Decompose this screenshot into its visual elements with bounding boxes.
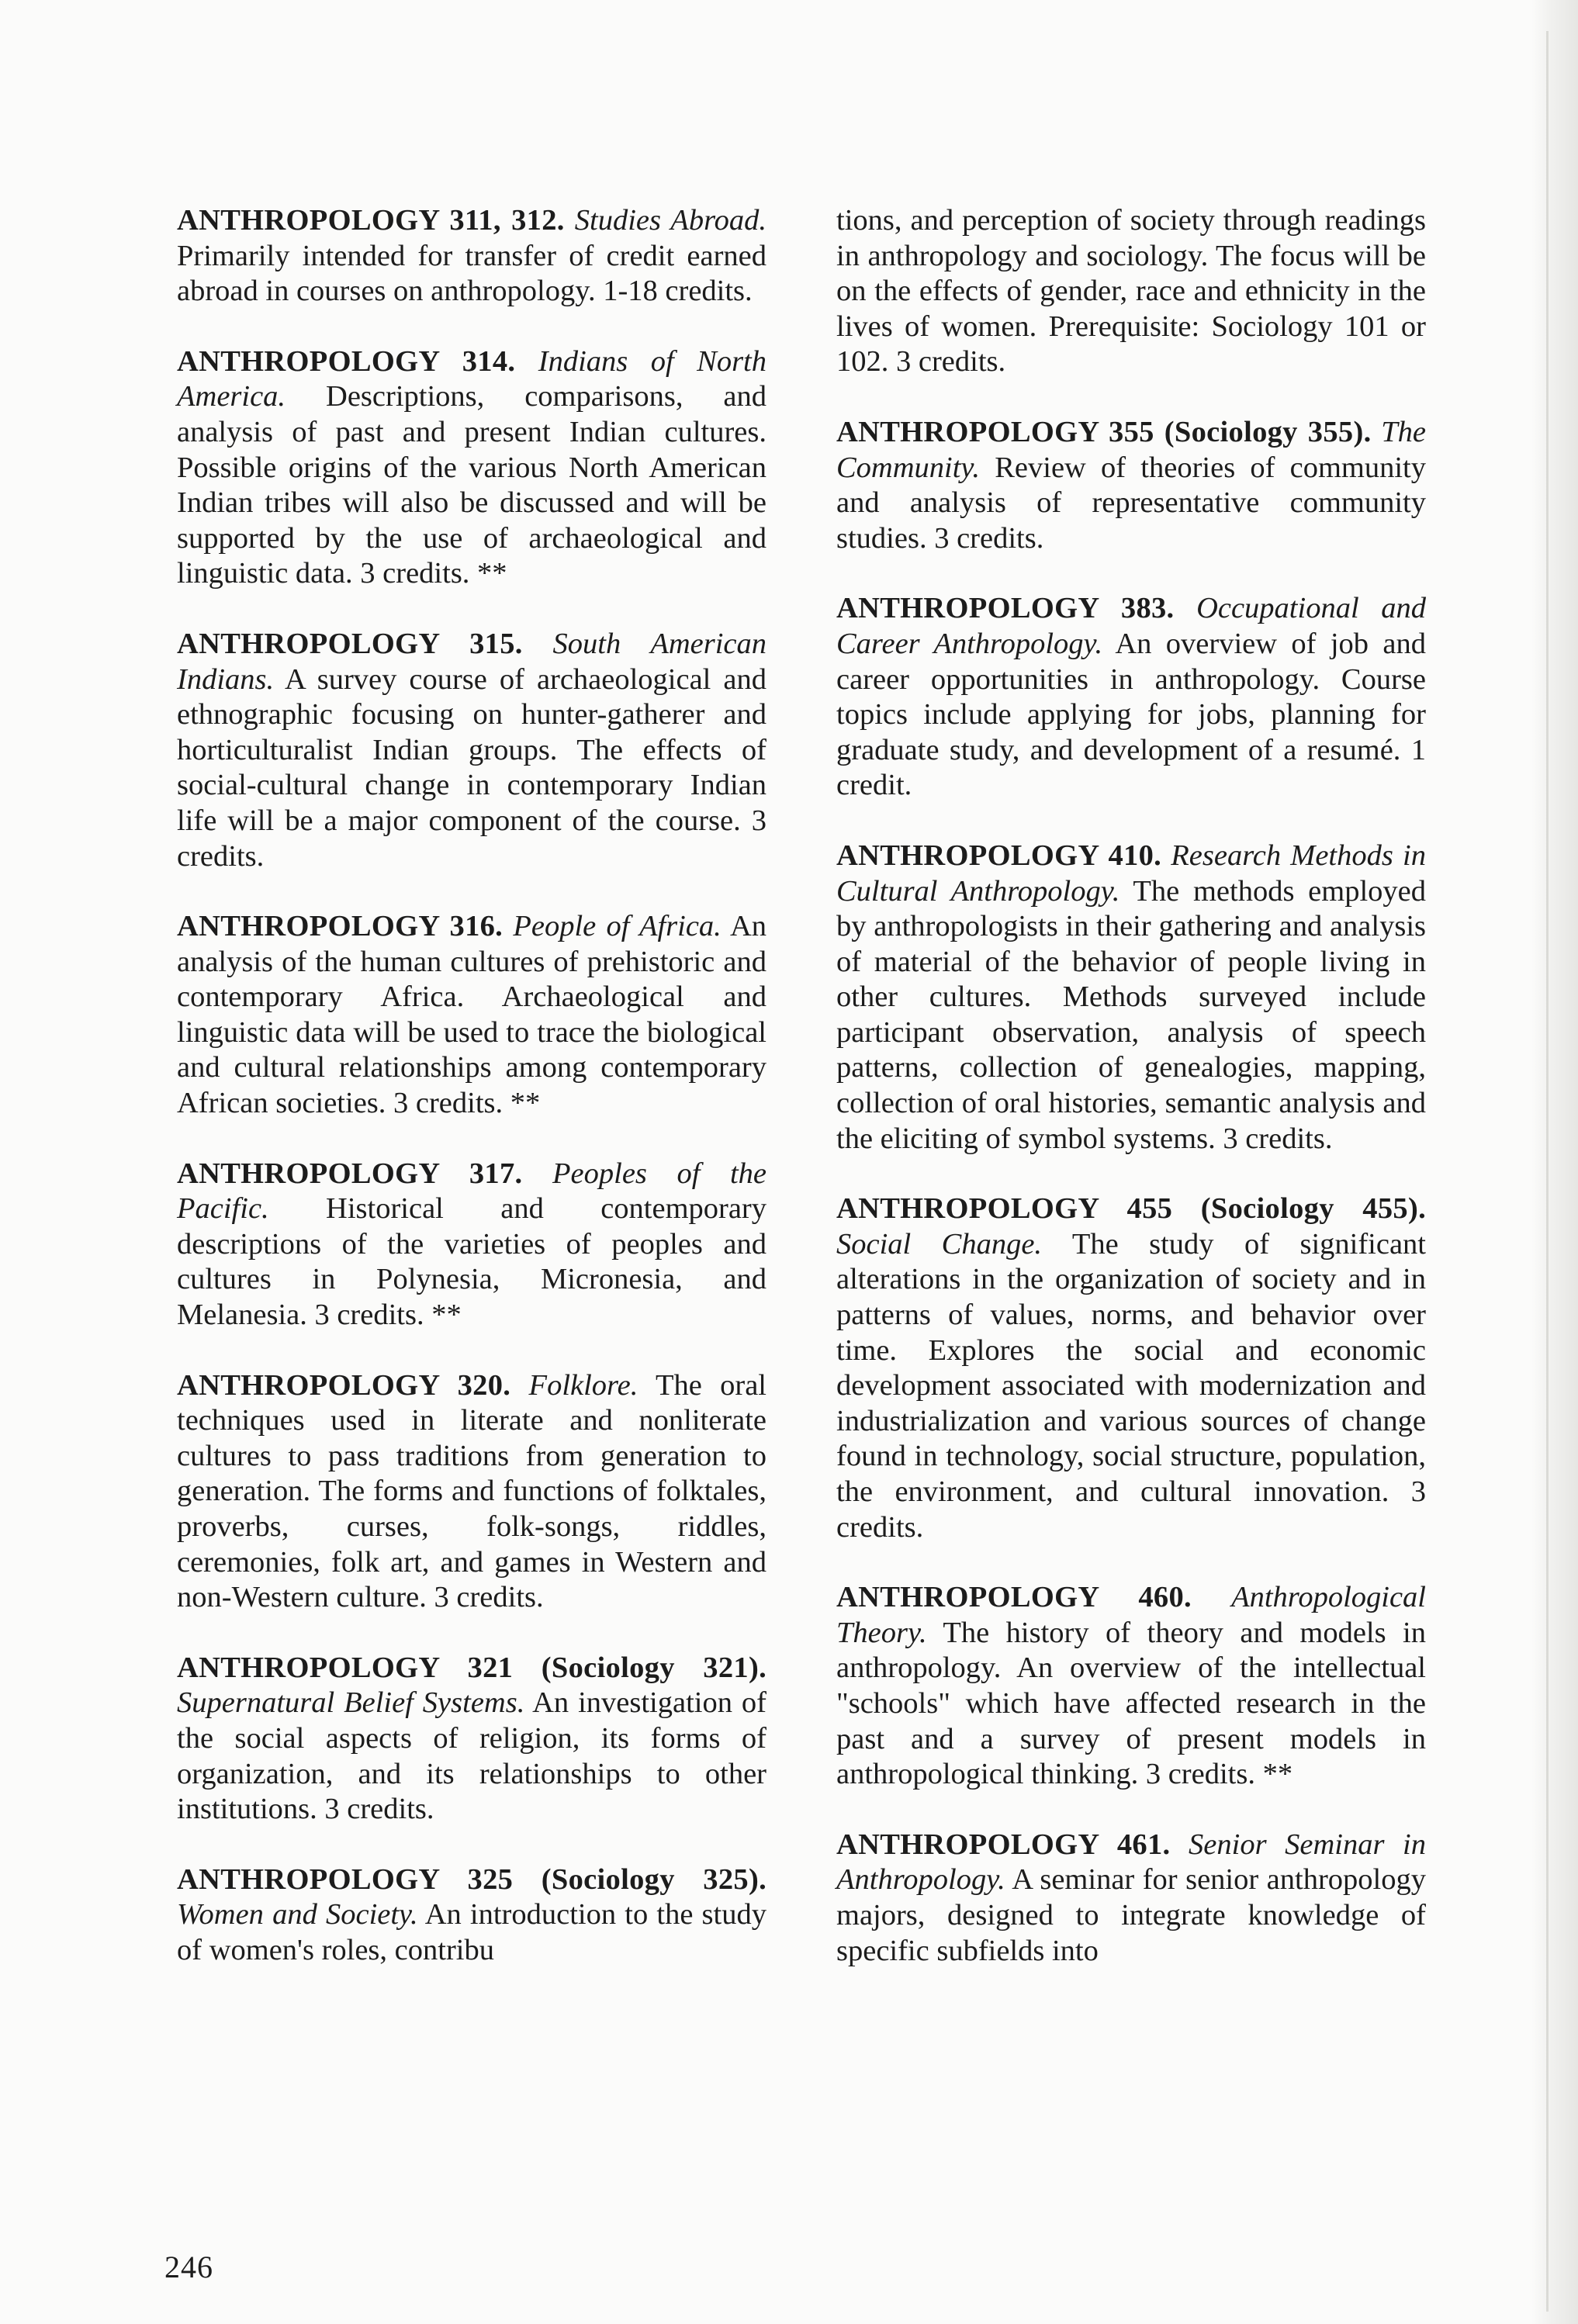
course-title: Folklore. (528, 1368, 638, 1402)
course-heading: ANTHROPOLOGY 321 (Sociology 321). (177, 1651, 767, 1684)
course-title: Supernatural Belief Systems. (177, 1686, 525, 1720)
course-heading: ANTHROPOLOGY 314. (177, 344, 516, 378)
course-title: Studies Abroad. (574, 204, 767, 237)
course-title: Social Change. (836, 1227, 1043, 1261)
page-edge-line (1546, 31, 1549, 2312)
course-title: People of Africa. (513, 910, 722, 943)
course-description: Descriptions, comparisons, and analysis of past and present Indian cultures. Possible origins of the various North American Indian tribes will also be discussed and will be supported by the use of archaeological and linguistic data. 3 credits. ** (177, 380, 767, 590)
course-entry-anth-460 (836, 1580, 1426, 1793)
course-description: An analysis of the human cultures of prehistoric and contemporary Africa. Archaeological and linguistic data will be used to trace the biological and cultural relationships among contemporary African societies. 3 credits. ** (177, 910, 767, 1120)
course-entry-anth-410 (836, 839, 1426, 1157)
course-description: The history of theory and models in anthropology. An overview of the intellectual "schools" which have affected research in the past and a survey of present models in anthropological thinking. 3 credits. ** (836, 1616, 1426, 1791)
course-title: Indians of North America. (177, 344, 767, 413)
course-entry-anth-455 (836, 1191, 1426, 1545)
course-description: Historical and contemporary descriptions of the varieties of peoples and cultures in Polynesia, Micronesia, and Melanesia. 3 credits. ** (177, 1192, 767, 1332)
course-description: The oral techniques used in literate and nonliterate cultures to pass traditions from generation to generation. The forms and functions of folktales, proverbs, curses, folk-songs, riddles, ceremonies, folk art, and games in Western and non-Western culture. 3 credits. (177, 1368, 767, 1614)
course-description: A seminar for senior anthropology majors, designed to integrate knowledge of specific subfields into (836, 1863, 1426, 1967)
course-entry-anth-311-312 (177, 203, 767, 310)
course-description: An investigation of the social aspects of religion, its forms of organization, and its relationships to other institutions. 3 credits. (177, 1686, 767, 1826)
course-heading: ANTHROPOLOGY 311, 312. (177, 204, 565, 237)
course-description: An introduction to the study of women's roles, contribu (177, 1898, 767, 1966)
course-heading: ANTHROPOLOGY 461. (836, 1828, 1171, 1861)
course-entry-anth-325-continued (836, 203, 1426, 380)
course-heading: ANTHROPOLOGY 315. (177, 627, 523, 660)
course-title: The Community. (836, 415, 1427, 484)
course-description: Review of theories of community and analysis of representative community studies. 3 credits. (836, 451, 1427, 555)
course-heading: ANTHROPOLOGY 325 (Sociology 325). (177, 1862, 767, 1896)
course-entry-anth-383 (836, 591, 1426, 804)
course-title: South American Indians. (177, 627, 767, 696)
course-title: Research Methods in Cultural Anthropology. (836, 839, 1427, 908)
course-entry-anth-461 (836, 1828, 1426, 1969)
course-description: An overview of job and career opportunities in anthropology. Course topics include applying for jobs, planning for graduate study, and development of a resumé. 1 credit. (836, 627, 1426, 802)
left-column (177, 203, 767, 2004)
course-description: The methods employed by anthropologists in their gathering and analysis of material of the behavior of people living in other cultures. Methods surveyed include participant observation, analysis of speech patterns, collection of genealogies, mapping, collection of oral histories, semantic analysis and the eliciting of symbol systems. 3 credits. (836, 874, 1426, 1155)
course-description: tions, and perception of society through readings in anthropology and sociology. The focus will be on the effects of gender, race and ethnicity in the lives of women. Prerequisite: Sociology 101 or 102. 3 credits. (836, 204, 1426, 379)
course-title: Anthropological Theory. (836, 1581, 1427, 1649)
course-entry-anth-320 (177, 1368, 767, 1616)
course-entry-anth-314 (177, 344, 767, 592)
course-title: Occupational and Career Anthropology. (836, 592, 1426, 660)
course-title: Senior Seminar in Anthropology. (836, 1828, 1426, 1897)
course-heading: ANTHROPOLOGY 455 (Sociology 455). (836, 1192, 1426, 1226)
course-description: The study of significant alterations in the organization of society and in patterns of values, norms, and behavior over time. Explores the social and economic development associated with modernization and industrialization and various sources of change found in technology, social structure, population, the environment, and cultural innovation. 3 credits. (836, 1227, 1426, 1544)
course-entry-anth-316 (177, 909, 767, 1122)
course-title: Women and Society. (177, 1898, 418, 1931)
course-heading: ANTHROPOLOGY 355 (Sociology 355). (836, 415, 1372, 448)
course-description: Primarily intended for transfer of credit earned abroad in courses on anthropology. 1-18 credits. (177, 239, 767, 308)
course-heading: ANTHROPOLOGY 316. (177, 910, 504, 943)
course-title: Peoples of the Pacific. (177, 1157, 767, 1226)
course-heading: ANTHROPOLOGY 410. (836, 839, 1162, 872)
course-heading: ANTHROPOLOGY 460. (836, 1581, 1192, 1614)
course-entry-anth-315 (177, 627, 767, 874)
course-heading: ANTHROPOLOGY 383. (836, 592, 1175, 625)
right-column (836, 203, 1426, 2004)
course-entry-anth-317 (177, 1157, 767, 1333)
page-number: 246 (164, 2250, 213, 2284)
course-entry-anth-325 (177, 1862, 767, 1969)
page-edge-shadow (1531, 0, 1578, 2324)
course-heading: ANTHROPOLOGY 317. (177, 1157, 523, 1190)
course-entry-anth-355 (836, 415, 1426, 556)
course-description: A survey course of archaeological and ethnographic focusing on hunter-gatherer and horticulturalist Indian groups. The effects of social-cultural change in contemporary Indian life will be a major component of the course. 3 credits. (177, 662, 767, 873)
course-entry-anth-321 (177, 1651, 767, 1828)
course-heading: ANTHROPOLOGY 320. (177, 1368, 511, 1402)
